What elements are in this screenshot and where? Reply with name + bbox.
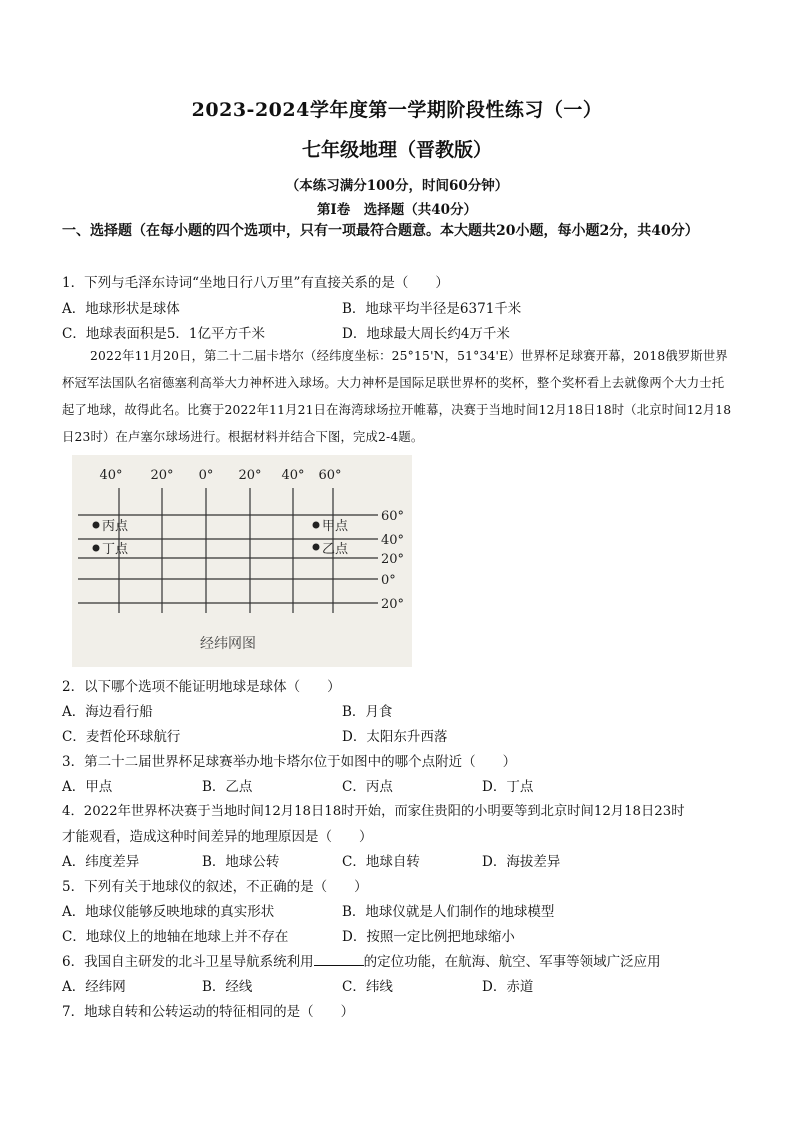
reading-material: 2022年11月20日，第二十二届卡塔尔（经纬度坐标：25°15'N，51°34'E）世界杯足球赛开幕，2018俄罗斯世界杯冠军法国队名宿德塞利高举大力神杯进入球场。大力神杯是国际足联世界杯的奖杯，整个奖杯看上去就像两个大力士托起了地球，故得此名。比赛于2022年11月21日在海湾球场拉开帷幕，决赛于当地时间12月18日18时（北京时间12月18日23时）在卢塞尔球场进行。根据材料并结合下图，完成2-4题。 xyxy=(62,349,732,444)
q6-stem xyxy=(62,953,661,971)
map-caption: 经纬网图 xyxy=(200,636,256,652)
exam-title: 2023-2024学年度第一学期阶段性练习（一） xyxy=(191,99,603,121)
section-heading: 一、选择题（在每小题的四个选项中，只有一项最符合题意。本大题共20小题，每小题2分，共40分） xyxy=(62,223,699,239)
q3-stem: 3．第二十二届世界杯足球赛举办地卡塔尔位于如图中的哪个点附近（ ） xyxy=(62,754,517,770)
right-label-0: 60° xyxy=(381,509,405,524)
q6-option-c: C．纬线 xyxy=(342,979,393,995)
q3-option-b: B．乙点 xyxy=(202,779,253,795)
point-yi-label: 乙点 xyxy=(322,542,349,557)
q1-option-a: A．地球形状是球体 xyxy=(62,301,180,317)
top-label-0: 40° xyxy=(99,468,123,483)
q5-option-a: A．地球仪能够反映地球的真实形状 xyxy=(62,904,275,920)
q1-stem: 1．下列与毛泽东诗词“坐地日行八万里”有直接关系的是（ ） xyxy=(62,275,449,291)
q4-option-c: C．地球自转 xyxy=(342,854,420,870)
exam-note: （本练习满分100分，时间60分钟） xyxy=(285,178,509,194)
q6-option-b: B．经线 xyxy=(202,979,253,995)
q2-option-d: D．太阳东升西落 xyxy=(342,729,448,745)
q7-stem: 7．地球自转和公转运动的特征相同的是（ ） xyxy=(62,1004,355,1020)
top-label-5: 60° xyxy=(318,468,342,483)
q3-option-d: D．丁点 xyxy=(482,779,534,795)
q6-stem-post: 的定位功能，在航海、航空、军事等领域广泛应用 xyxy=(363,954,661,970)
q2-option-b: B．月食 xyxy=(342,704,393,720)
q4-option-d: D．海拔差异 xyxy=(482,854,561,870)
exam-subtitle: 七年级地理（晋教版） xyxy=(301,139,492,161)
q1-option-c: C．地球表面积是5．1亿平方千米 xyxy=(62,326,266,342)
top-label-4: 40° xyxy=(281,468,305,483)
q2-option-a: A．海边看行船 xyxy=(62,704,153,720)
q2-stem: 2．以下哪个选项不能证明地球是球体（ ） xyxy=(62,679,341,695)
q2-option-c: C．麦哲伦环球航行 xyxy=(62,729,181,745)
graticule-map xyxy=(72,455,412,667)
q6-answer-blank xyxy=(314,953,364,966)
q5-option-b: B．地球仪就是人们制作的地球模型 xyxy=(342,904,555,920)
q6-option-d: D．赤道 xyxy=(482,979,534,995)
q6-option-a: A．经纬网 xyxy=(62,979,126,995)
point-yi-marker xyxy=(313,544,320,551)
volume-heading: 第Ⅰ卷 选择题（共40分） xyxy=(316,202,478,218)
point-bing-marker xyxy=(93,522,100,529)
right-label-1: 40° xyxy=(381,533,405,548)
q5-option-c: C．地球仪上的地轴在地球上并不存在 xyxy=(62,929,289,945)
point-ding-marker xyxy=(93,545,100,552)
right-label-3: 0° xyxy=(381,573,396,588)
q4-stem-line2: 才能观看，造成这种时间差异的地理原因是（ ） xyxy=(62,829,373,845)
q3-option-a: A．甲点 xyxy=(62,779,113,795)
q5-option-d: D．按照一定比例把地球缩小 xyxy=(342,929,515,945)
top-label-1: 20° xyxy=(150,468,174,483)
top-label-2: 0° xyxy=(198,468,214,483)
q4-stem-line1: 4．2022年世界杯决赛于当地时间12月18日18时开始，而家住贵阳的小明要等到北京时间12月18日23时 xyxy=(62,804,685,819)
right-label-2: 20° xyxy=(381,552,405,567)
point-jia-label: 甲点 xyxy=(322,519,349,534)
q1-option-d: D．地球最大周长约4万千米 xyxy=(342,326,510,342)
point-bing-label: 丙点 xyxy=(102,519,129,534)
point-ding-label: 丁点 xyxy=(102,542,129,557)
q4-option-b: B．地球公转 xyxy=(202,854,280,870)
q5-stem: 5．下列有关于地球仪的叙述，不正确的是（ ） xyxy=(62,879,368,895)
q1-option-b: B．地球平均半径是6371千米 xyxy=(342,301,522,317)
q6-stem-pre: 6．我国自主研发的北斗卫星导航系统利用 xyxy=(62,954,314,970)
point-jia-marker xyxy=(313,522,320,529)
q3-option-c: C．丙点 xyxy=(342,779,393,795)
right-label-4: 20° xyxy=(381,597,405,612)
q4-option-a: A．纬度差异 xyxy=(62,854,140,870)
top-label-3: 20° xyxy=(238,468,262,483)
